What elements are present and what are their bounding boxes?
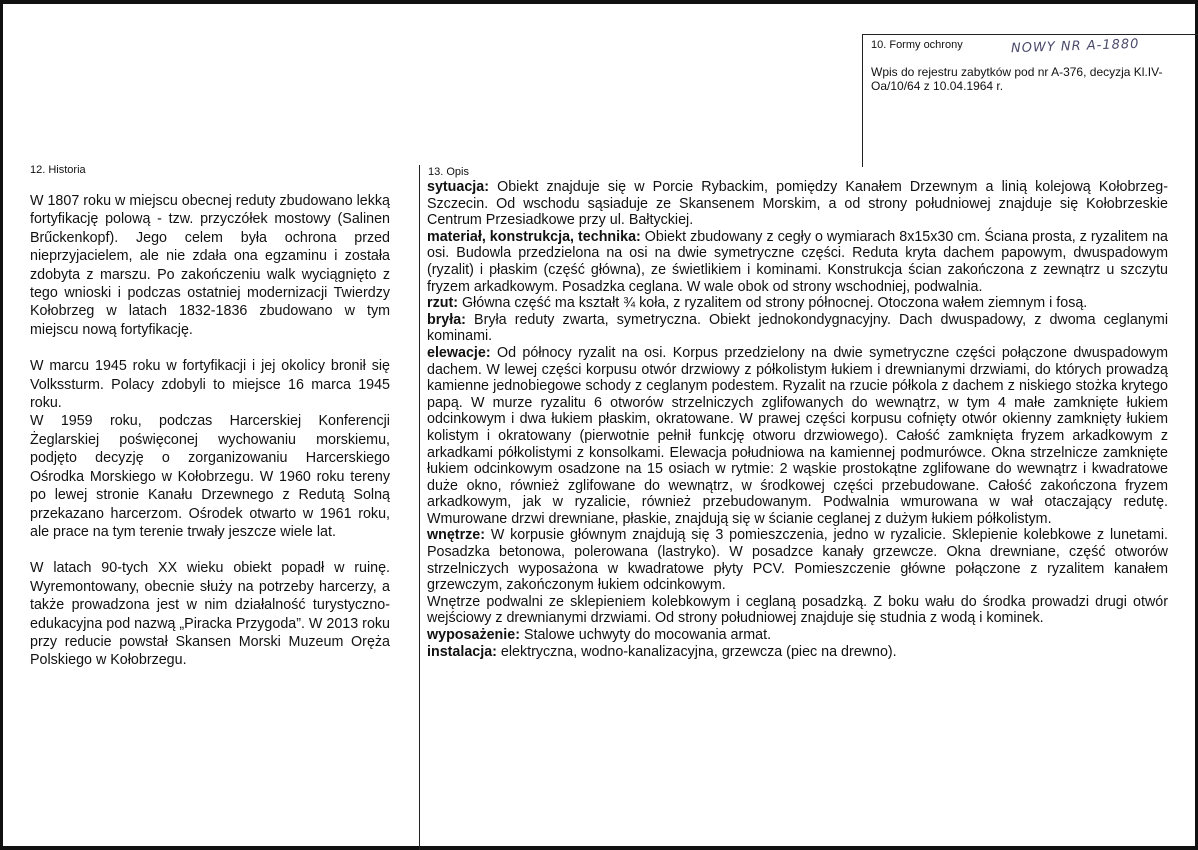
opis-term: sytuacja: (427, 179, 489, 195)
opis-term: rzut: (427, 295, 458, 312)
historia-section (30, 192, 390, 670)
scan-border-top (0, 0, 1198, 4)
historia-paragraph: W latach 90-tych XX wieku obiekt popadł w ruinę. Wyremontowany, obecnie służy na potrzeby harcerzy, a także prowadzona jest w nim działalność turystyczno-edukacyjna pod nazwą „Piracka Przygoda”. W 2013 roku przy reducie powstał Skansen Morski Muzeum Oręża Polskiego w Kołobrzegu. (30, 560, 390, 669)
opis-term: instalacja: (427, 643, 497, 660)
scan-border-left (0, 0, 3, 850)
opis-podwalnia (427, 594, 1168, 627)
formy-ochrony-box (862, 34, 1198, 167)
formy-ochrony-label: 10. Formy ochrony (871, 39, 963, 51)
opis-text: Od północy ryzalit na osi. Korpus przedzielony na dwie symetryczne części połączone dwuspadowym dachem. W lewej części korpusu otwór drzwiowy z półkolistym łukiem i drewnianymi drzwiami, do których prowadzą kamienne jednobiegowe schody z ceglanym podestem. Ryzalit na rzucie półkola z dachem z niskiego stożka krytego papą. W murze ryzalitu 6 otworów strzelniczych zglifowanych do wewnątrz, w tym 4 małe zamknięte łukiem odcinkowym i dwa łukiem płaskim, okratowane. W prawej części korpusu cofnięty otwór okienny zamknięty łukiem kolistym i okratowany (pierwotnie pełnił funkcję otworu drzwiowego). Całość zamknięta fryzem arkadkowym z arkadkami półkolistymi z konsolkami. Elewacja południowa na kamiennej podmurówce. Okna strzelnicze zamknięte łukiem odcinkowym osadzone na 15 osiach w rytmie: 2 wąskie prostokątne zglifowane do wewnątrz i kwadratowe duże okno, również zglifowane do wewnątrz, w środkowej części przebudowane. Całość zakończona fryzem arkadkowym, jak w ryzalicie, również przebudowanym. Podwalnia wmurowana w wał otaczający redutę. Wmurowane drzwi drewniane, płaskie, znajdują się w ścianie ceglanej z dużym łukiem półkolistym. (427, 344, 1168, 527)
opis-elewacje (427, 345, 1168, 528)
opis-material (427, 229, 1168, 295)
opis-term: materiał, konstrukcja, technika: (427, 228, 641, 245)
historia-paragraph: W 1959 roku, podczas Harcerskiej Konferencji Żeglarskiej poświęconej wychowaniu morskiemu, podjęto decyzję o zorganizowaniu Harcerskiego Ośrodka Morskiego w Kołobrzegu. W 1960 roku tereny po lewej stronie Kanału Drzewnego z Redutą Solną przekazano harcerzom. Ośrodek otwarto w 1961 roku, ale prace na tym terenie trwały jeszcze wiele lat. (30, 413, 390, 540)
opis-sytuacja (427, 179, 1168, 229)
historia-paragraph: W 1807 roku w miejscu obecnej reduty zbudowano lekką fortyfikację polową - tzw. przyczółek mostowy (Salinen Brűckenkopf). Jego celem była ochrona przed nieprzyjacielem, ale nie zdała ona egzaminu i została zdobyta z marszu. Po zakończeniu walk wyciągnięto z tego wnioski i podczas ostatniej modernizacji Twierdzy Kołobrzeg w latach 1832-1836 zbudowano w tym miejscu nową fortyfikację. (30, 193, 390, 338)
opis-text: Główna część ma kształt ¾ koła, z ryzalitem od strony północnej. Otoczona wałem ziemnym i fosą. (457, 295, 1088, 312)
historia-label: 12. Historia (30, 164, 86, 176)
opis-text: Stalowe uchwyty do mocowania armat. (519, 627, 772, 644)
opis-term: wyposażenie: (427, 627, 520, 644)
scan-border-bottom (0, 846, 1198, 850)
opis-term: wnętrze: (427, 527, 485, 544)
opis-text: Obiekt znajduje się w Porcie Rybackim, pomiędzy Kanałem Drzewnym a linią kolejową Kołobrzeg-Szczecin. Od wschodu sąsiaduje ze Skansenem Morskim, a od strony południowej znajduje się Kołobrzeskie Centrum Przesiadkowe przy ul. Bałtyckiej. (427, 179, 1168, 229)
opis-text: elektryczna, wodno-kanalizacyjna, grzewcza (piec na drewno). (496, 643, 897, 660)
opis-term: elewacje: (427, 344, 491, 361)
opis-text: Bryła reduty zwarta, symetryczna. Obiekt jednokondygnacyjny. Dach dwuspadowy, z dwoma ceglanymi kominami. (427, 311, 1168, 345)
column-divider (419, 165, 420, 850)
opis-section (427, 179, 1168, 660)
opis-term: bryła: (427, 311, 466, 328)
historia-paragraph: W marcu 1945 roku w fortyfikacji i jej okolicy bronił się Volkssturm. Polacy zdobyli to miejsce 16 marca 1945 roku. (30, 358, 390, 412)
opis-bryla (427, 312, 1168, 345)
formy-ochrony-text: Wpis do rejestru zabytków pod nr A-376, decyzja Kl.IV-Oa/10/64 z 10.04.1964 r. (871, 65, 1163, 93)
opis-rzut (427, 295, 1168, 312)
opis-instalacja (427, 644, 1168, 661)
opis-label: 13. Opis (428, 166, 469, 178)
opis-text: Obiekt zbudowany z cegły o wymiarach 8x15x30 cm. Ściana prosta, z ryzalitem na osi. Budowla przedzielona na osi na dwie symetryczne części. Reduta kryta dachem papowym, dwuspadowym (ryzalit) i płaskim (część główna), ze świetlikiem i kominami. Konstrukcja ścian zakończona z zewnątrz u szczytu fryzem arkadkowym. Posadzka ceglana. W wale obok od strony wschodniej, podwalnia. (427, 228, 1168, 295)
opis-wnetrze (427, 527, 1168, 593)
opis-text: W korpusie głównym znajdują się 3 pomieszczenia, jedno w ryzalicie. Sklepienie kolebkowe z lunetami. Posadzka betonowa, polerowana (lastryko). W posadzce kanały grzewcze. Okna drewniane, część otworów strzelniczych wyposażona w kwadratowe płyty PCV. Pomieszczenie główne połączone z ryzalitem kanałem grzewczym, zakończonym łukiem odcinkowym. (427, 527, 1168, 594)
handwritten-note: NOWY NR A-1880 (1010, 36, 1140, 57)
opis-text: Wnętrze podwalni ze sklepieniem kolebkowym i ceglaną posadzką. Z boku wału do środka prowadzi drugi otwór wejściowy z drewnianymi drzwiami. Od strony południowej znajduje się studnia z wodą i kominek. (427, 593, 1168, 627)
opis-wyposazenie (427, 627, 1168, 644)
